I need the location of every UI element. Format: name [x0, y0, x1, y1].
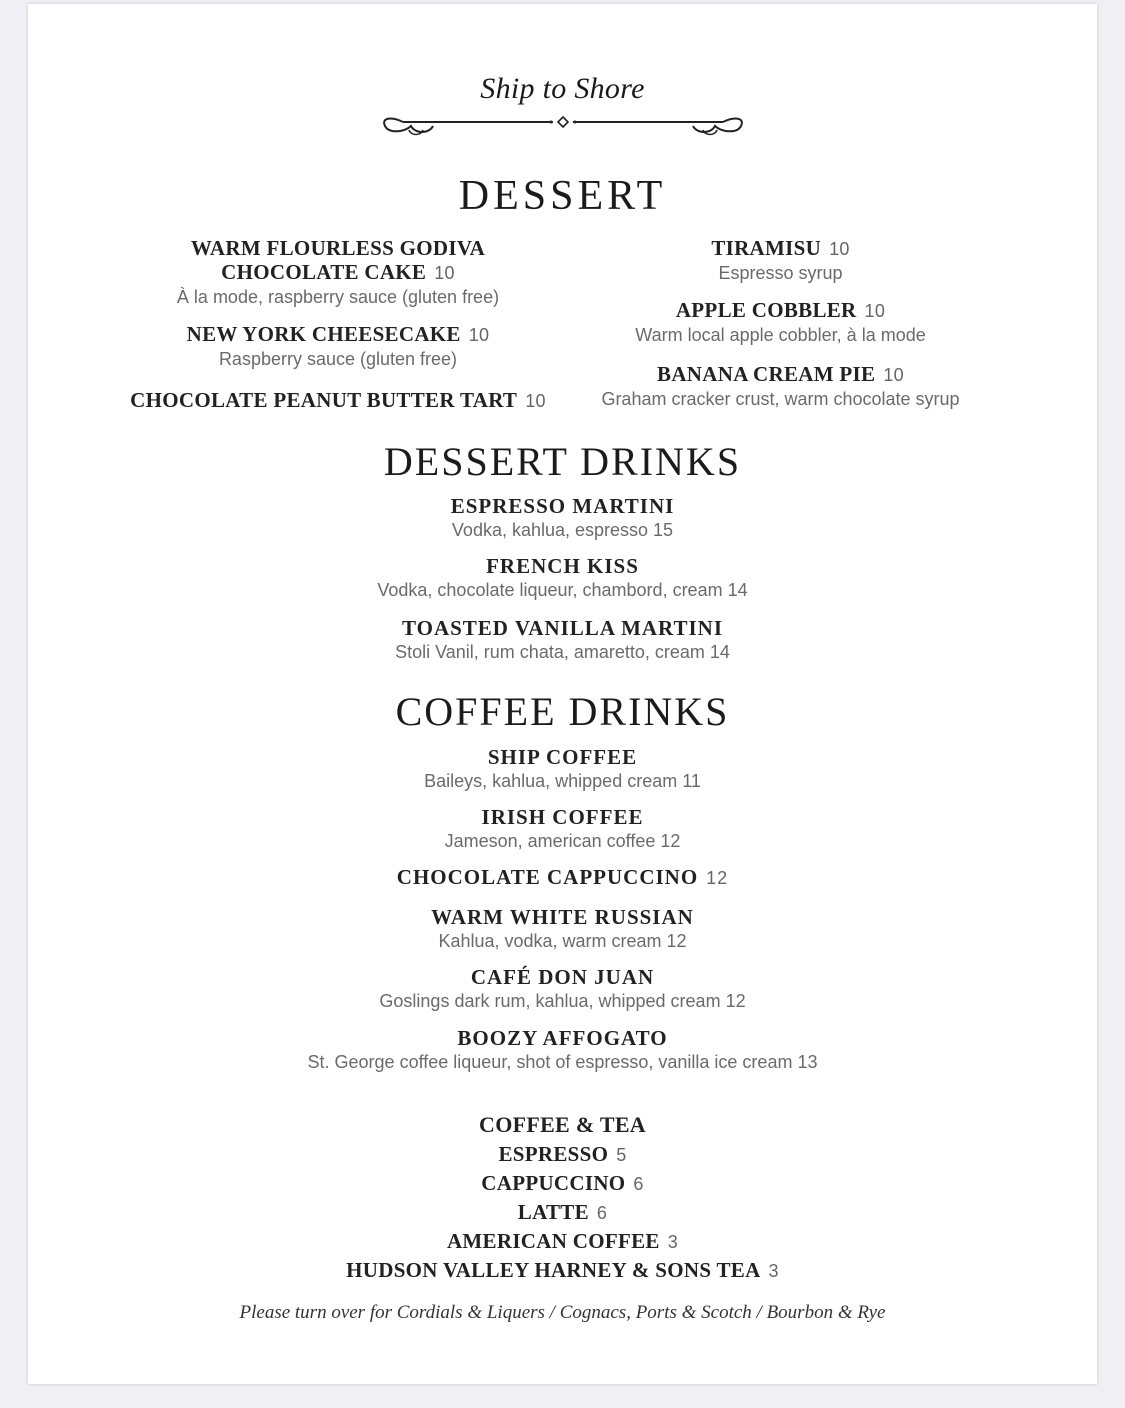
item-description: Stoli Vanil, rum chata, amaretto, cream 14: [395, 642, 730, 662]
menu-page: [28, 4, 1097, 1384]
brand-name: Ship to Shore: [480, 72, 645, 105]
item-description: Goslings dark rum, kahlua, whipped cream 12: [379, 991, 746, 1011]
footer-note: Please turn over for Cordials & Liquers / Cognacs, Ports & Scotch / Bourbon & Rye: [239, 1302, 886, 1323]
item-name: CHOCOLATE PEANUT BUTTER TART: [130, 388, 518, 412]
item-name: WARM FLOURLESS GODIVA: [190, 236, 486, 260]
divider-ornament-icon: [363, 112, 763, 142]
item-price: 10: [468, 325, 490, 345]
item-name: HUDSON VALLEY HARNEY & SONS TEA: [346, 1258, 761, 1282]
item-price: 10: [864, 301, 886, 321]
dessert-item-godiva: [108, 236, 568, 309]
item-price: 6: [596, 1203, 608, 1223]
coffee-drinks-title: COFFEE DRINKS: [395, 689, 730, 734]
item-name: BOOZY AFFOGATO: [457, 1026, 668, 1050]
coffee-drink-item: [28, 1026, 1097, 1074]
item-price: 6: [633, 1174, 644, 1194]
dessert-item-cheesecake: [108, 322, 568, 371]
item-description: Raspberry sauce (gluten free): [218, 349, 458, 369]
item-description: St. George coffee liqueur, shot of espresso, vanilla ice cream 13: [307, 1052, 818, 1072]
item-price: 12: [706, 868, 729, 888]
item-name: CHOCOLATE CAKE: [221, 260, 427, 284]
dessert-title: DESSERT: [458, 173, 667, 219]
item-name: CHOCOLATE CAPPUCCINO: [396, 865, 699, 889]
coffee-drink-item: [28, 865, 1097, 890]
item-name: APPLE COBBLER: [675, 298, 857, 322]
item-description: Espresso syrup: [718, 263, 843, 283]
item-price: 10: [829, 239, 850, 259]
dessert-drinks-title: DESSERT DRINKS: [383, 439, 742, 484]
dessert-item-tiramisu: [578, 236, 983, 285]
item-description: Baileys, kahlua, whipped cream 11: [424, 771, 701, 791]
item-price: 5: [616, 1145, 627, 1165]
item-name: ESPRESSO MARTINI: [450, 494, 675, 518]
item-description: Jameson, american coffee 12: [444, 831, 681, 851]
coffee-tea-section: [28, 1112, 1097, 1285]
item-name: CAPPUCCINO: [481, 1171, 626, 1195]
item-price: 10: [434, 263, 455, 283]
item-name: SHIP COFFEE: [487, 745, 638, 769]
dessert-item-banana-cream-pie: [578, 362, 983, 411]
item-name: BANANA CREAM PIE: [657, 362, 876, 386]
item-description: Vodka, chocolate liqueur, chambord, cream 14: [377, 580, 748, 600]
item-price: 10: [525, 391, 546, 411]
drink-item: [28, 494, 1097, 542]
item-price: 10: [883, 365, 904, 385]
item-price: 3: [667, 1232, 679, 1252]
item-name: CAFÉ DON JUAN: [470, 965, 655, 989]
item-description: Vodka, kahlua, espresso 15: [451, 520, 674, 540]
item-description: Graham cracker crust, warm chocolate syrup: [601, 389, 960, 409]
item-description: Warm local apple cobbler, à la mode: [635, 325, 926, 345]
dessert-item-pb-tart: [108, 388, 568, 413]
coffee-drink-item: [28, 965, 1097, 1013]
coffee-tea-title: COFFEE & TEA: [479, 1112, 646, 1137]
item-name: LATTE: [517, 1200, 589, 1224]
drink-item: [28, 616, 1097, 664]
item-name: WARM WHITE RUSSIAN: [431, 905, 694, 929]
item-description: Kahlua, vodka, warm cream 12: [438, 931, 687, 951]
coffee-drink-item: [28, 805, 1097, 853]
item-name: ESPRESSO: [498, 1142, 609, 1166]
coffee-drink-item: [28, 745, 1097, 793]
drink-item: [28, 554, 1097, 602]
item-name: FRENCH KISS: [486, 554, 639, 578]
dessert-item-apple-cobbler: [578, 298, 983, 347]
item-price: 3: [768, 1261, 779, 1281]
item-name: TOASTED VANILLA MARTINI: [401, 616, 724, 640]
item-name: IRISH COFFEE: [481, 805, 644, 829]
coffee-drink-item: [28, 905, 1097, 953]
item-name: TIRAMISU: [711, 236, 822, 260]
item-description: À la mode, raspberry sauce (gluten free): [176, 287, 500, 307]
item-name: AMERICAN COFFEE: [446, 1229, 660, 1253]
item-name: NEW YORK CHEESECAKE: [186, 322, 461, 346]
